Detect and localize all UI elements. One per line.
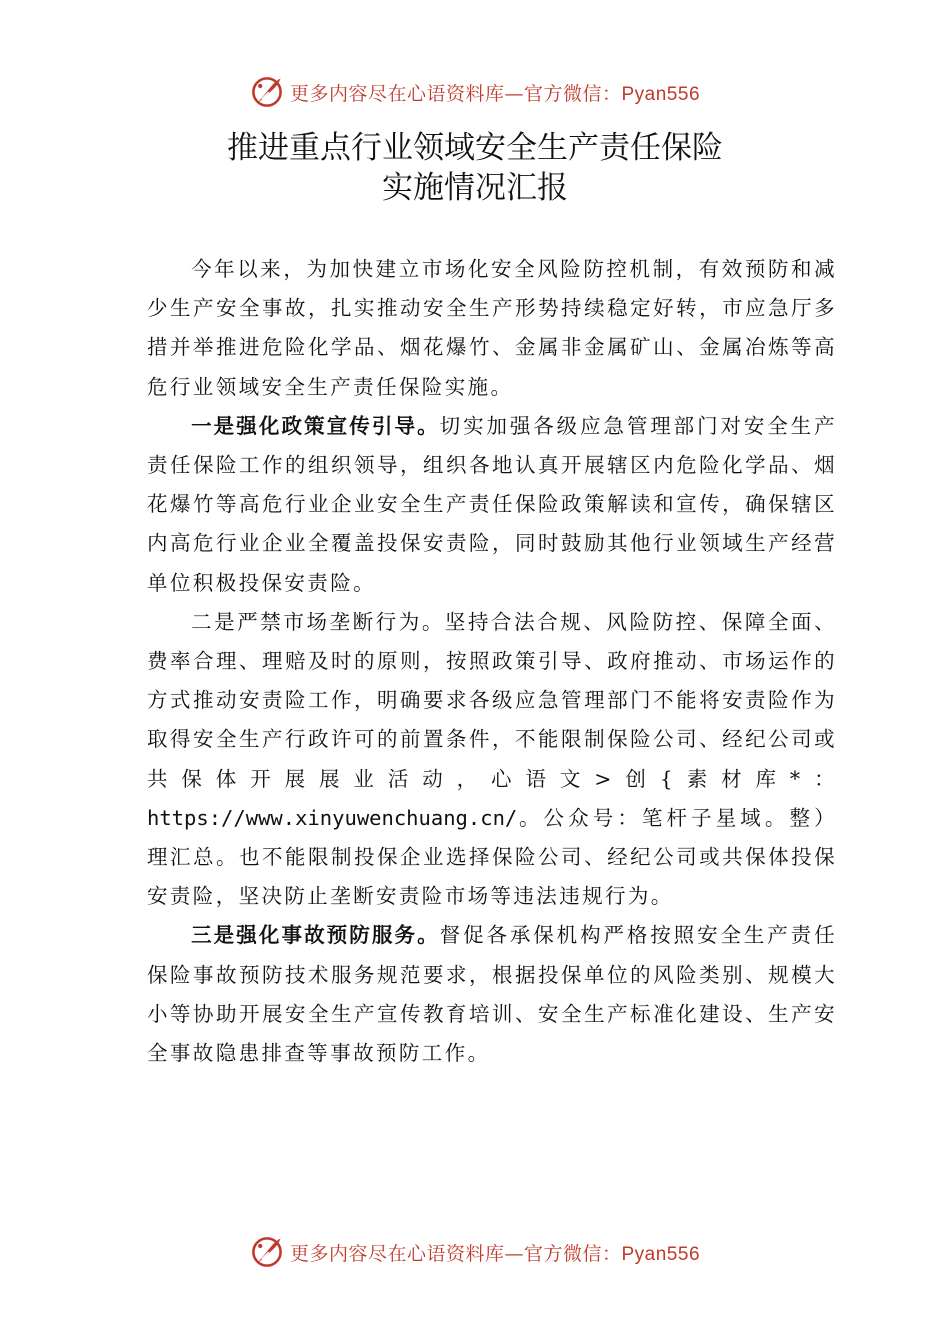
section-3-paragraph: [147, 916, 837, 1073]
watermark-header: [0, 70, 950, 114]
section-1-heading: 一是强化政策宣传引导。: [191, 413, 440, 438]
quill-circle-icon: [250, 75, 284, 109]
quill-circle-icon: [250, 1235, 284, 1269]
section-2-text: 二是严禁市场垄断行为。坚持合法合规、风险防控、保障全面、费率合理、理赔及时的原则，按照政策引导、政府推动、市场运作的方式推动安责险工作，明确要求各级应急管理部门不能将安责险作为取得安全生产行政许可的前置条件，不能限制保险公司、经纪公司或共保体开展展业活动，心语文>创{素材库*：: [147, 609, 837, 791]
section-3-text: 督促各承保机构严格按照安全生产责任保险事故预防技术服务规范要求，根据投保单位的风险类别、规模大小等协助开展安全生产宣传教育培训、安全生产标准化建设、生产安全事故隐患排查等事故预防工作。: [147, 923, 837, 1066]
page-title: 推进重点行业领域安全生产责任保险: [227, 130, 723, 166]
intro-paragraph: 今年以来，为加快建立市场化安全风险防控机制，有效预防和减少生产安全事故，扎实推动安全生产形势持续稳定好转，市应急厅多措并举推进危险化学品、烟花爆竹、金属非金属矿山、金属冶炼等高危行业领域安全生产责任保险实施。: [147, 257, 837, 399]
section-1-paragraph: [147, 407, 837, 603]
section-2-url: https://www.xinyuwenchuang.cn/: [147, 805, 518, 830]
watermark-text: 更多内容尽在心语资料库—官方微信：Pyan556: [289, 1242, 701, 1265]
document-body: [147, 250, 837, 1073]
section-1-text: 切实加强各级应急管理部门对安全生产责任保险工作的组织领导，组织各地认真开展辖区内危险化学品、烟花爆竹等高危行业企业安全生产责任保险政策解读和宣传，确保辖区内高危行业企业全覆盖投保安责险，同时鼓励其他行业领域生产经营单位积极投保安责险。: [147, 413, 837, 595]
watermark-footer: [0, 1230, 950, 1274]
watermark-text: 更多内容尽在心语资料库—官方微信：Pyan556: [289, 82, 701, 105]
section-3-heading: 三是强化事故预防服务。: [191, 923, 440, 948]
section-2-paragraph: [147, 603, 837, 917]
page-subtitle: 实施情况汇报: [382, 170, 568, 206]
section-2-text-continued: 。公众号：笔杆子星域。整）理汇总。也不能限制投保企业选择保险公司、经纪公司或共保体投保安责险，坚决防止垄断安责险市场等违法违规行为。: [147, 805, 837, 909]
